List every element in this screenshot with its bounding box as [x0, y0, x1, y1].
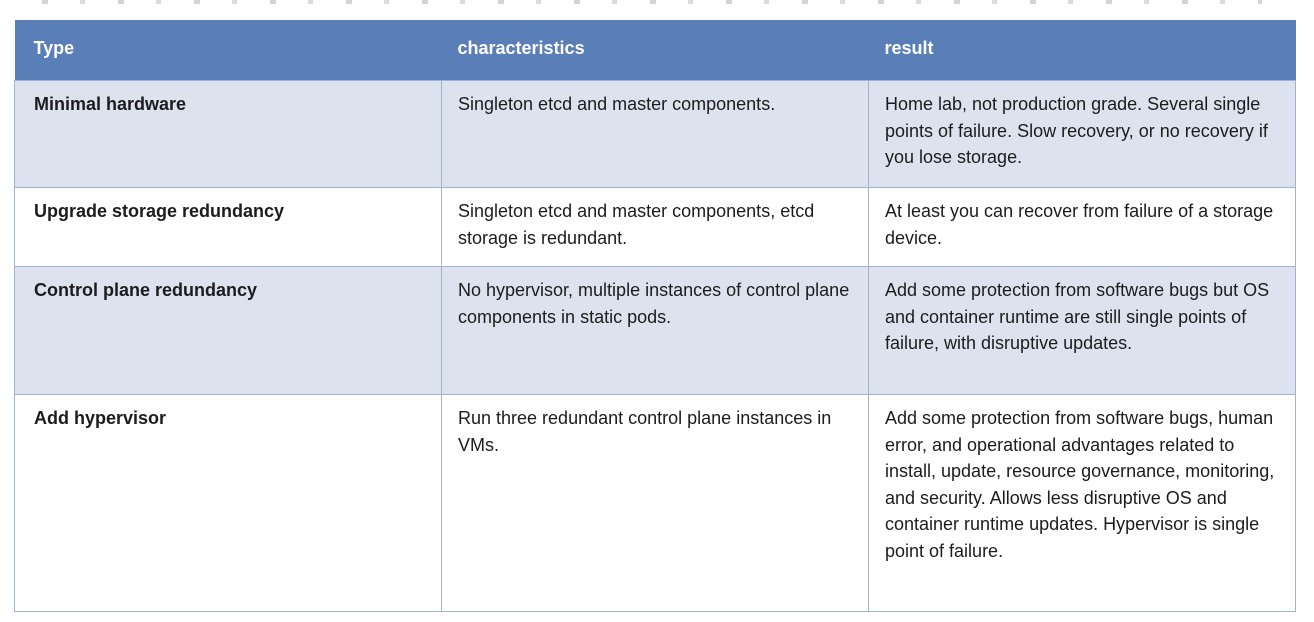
table-row-add-hypervisor [15, 395, 1296, 612]
table-body [15, 81, 1296, 612]
cell-result: Add some protection from software bugs but OS and container runtime are still single points of failure, with disruptive updates. [869, 267, 1296, 395]
deployment-options-table [14, 20, 1296, 612]
cell-result: Add some protection from software bugs, human error, and operational advantages related to install, update, resource governance, monitoring, and security. Allows less disruptive OS and container runtime updates. Hypervisor is single point of failure. [869, 395, 1296, 612]
cell-characteristics: Singleton etcd and master components. [442, 81, 869, 188]
table-row-minimal-hardware [15, 81, 1296, 188]
cell-type: Control plane redundancy [15, 267, 442, 395]
column-header-type: Type [15, 20, 442, 81]
table-header [15, 20, 1296, 81]
cell-characteristics: Singleton etcd and master components, etcd storage is redundant. [442, 188, 869, 267]
table-row-upgrade-storage-redundancy [15, 188, 1296, 267]
cropped-text-artifact [42, 0, 1262, 4]
cell-result: At least you can recover from failure of a storage device. [869, 188, 1296, 267]
cell-type: Add hypervisor [15, 395, 442, 612]
cell-type: Upgrade storage redundancy [15, 188, 442, 267]
cell-result: Home lab, not production grade. Several single points of failure. Slow recovery, or no recovery if you lose storage. [869, 81, 1296, 188]
cell-characteristics: Run three redundant control plane instances in VMs. [442, 395, 869, 612]
cell-characteristics: No hypervisor, multiple instances of control plane components in static pods. [442, 267, 869, 395]
cell-type: Minimal hardware [15, 81, 442, 188]
table-header-row [15, 20, 1296, 81]
column-header-characteristics: characteristics [442, 20, 869, 81]
table-row-control-plane-redundancy [15, 267, 1296, 395]
column-header-result: result [869, 20, 1296, 81]
